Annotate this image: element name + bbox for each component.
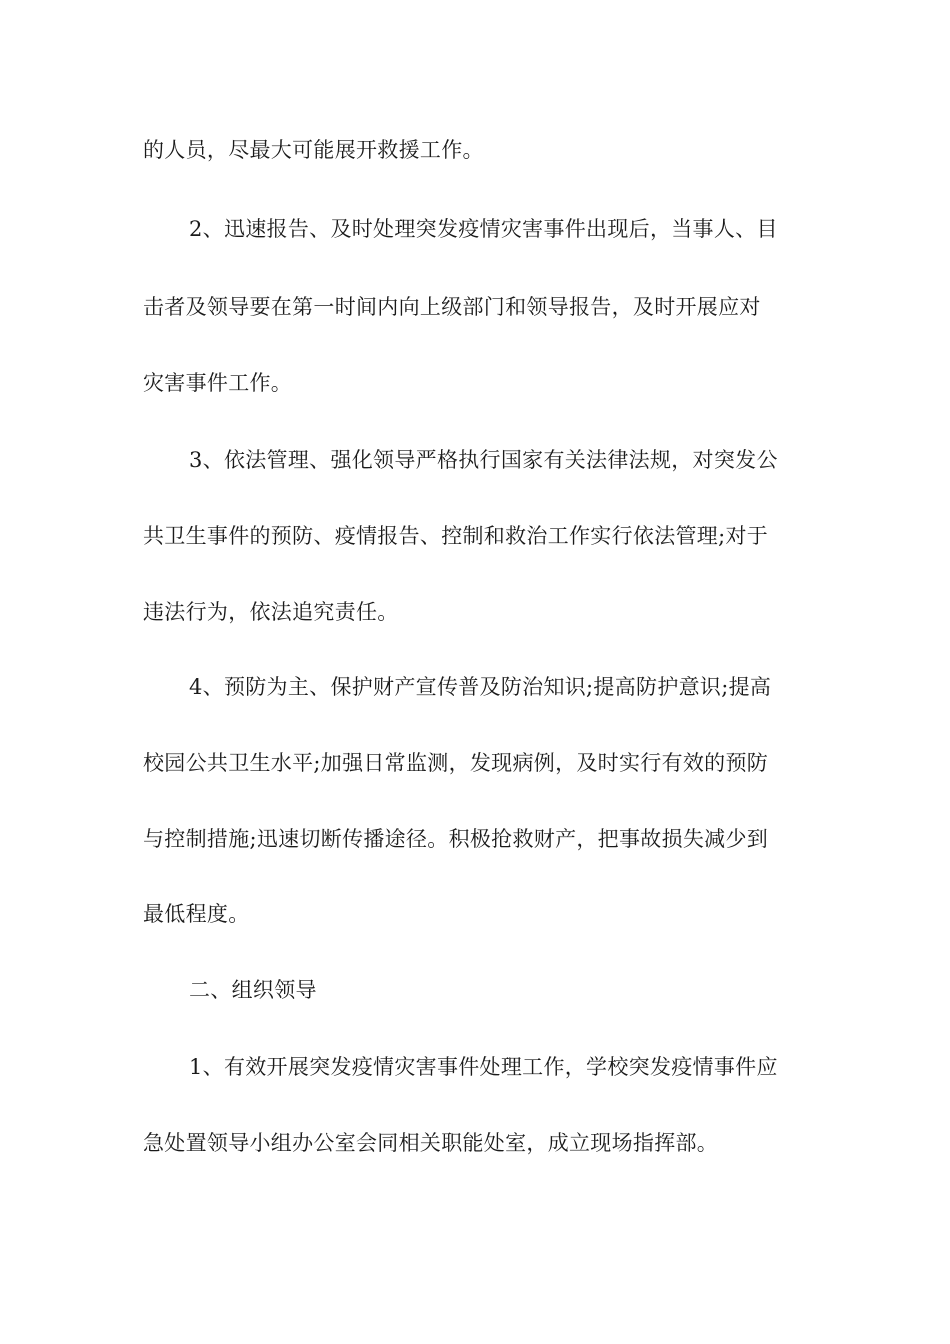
text-line: 最低程度。	[143, 902, 250, 926]
text-line: 违法行为，依法追究责任。	[143, 600, 399, 624]
section-heading: 二、组织领导	[189, 978, 317, 1002]
text-line: 的人员，尽最大可能展开救援工作。	[143, 138, 484, 162]
text-line: 校园公共卫生水平;加强日常监测，发现病例，及时实行有效的预防	[143, 751, 769, 775]
text-line: 灾害事件工作。	[143, 371, 293, 395]
text-line: 急处置领导小组办公室会同相关职能处室，成立现场指挥部。	[143, 1131, 719, 1155]
text-line: 击者及领导要在第一时间内向上级部门和领导报告，及时开展应对	[143, 295, 761, 319]
text-line: 共卫生事件的预防、疫情报告、控制和救治工作实行依法管理;对于	[143, 524, 769, 548]
text-line: 与控制措施;迅速切断传播途径。积极抢救财产，把事故损失减少到	[143, 827, 769, 851]
paragraph-heading-line: 4、预防为主、保护财产宣传普及防治知识;提高防护意识;提高	[189, 675, 772, 699]
paragraph-heading-line: 1、有效开展突发疫情灾害事件处理工作，学校突发疫情事件应	[189, 1055, 778, 1079]
paragraph-heading-line: 2、迅速报告、及时处理突发疫情灾害事件出现后，当事人、目	[189, 217, 778, 241]
paragraph-heading-line: 3、依法管理、强化领导严格执行国家有关法律法规，对突发公	[189, 448, 778, 472]
